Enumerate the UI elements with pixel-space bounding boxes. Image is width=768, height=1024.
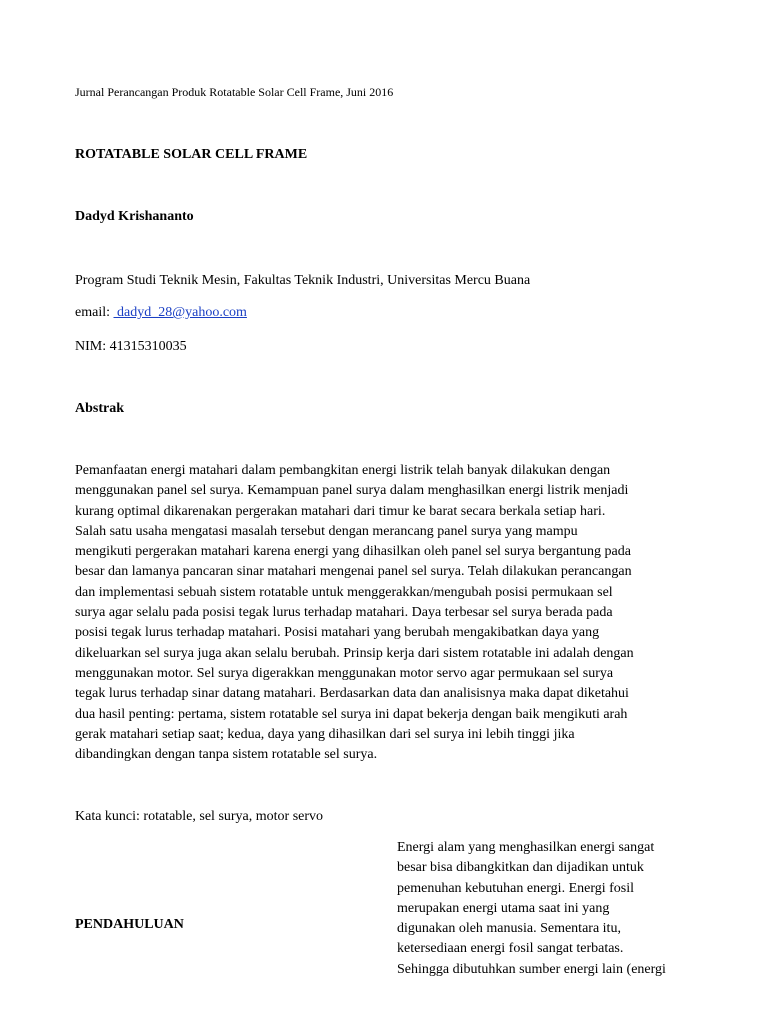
journal-header: Jurnal Perancangan Produk Rotatable Solar Cell Frame, Juni 2016	[75, 85, 394, 99]
abstract-heading: Abstrak	[75, 401, 125, 416]
author-affiliation: Program Studi Teknik Mesin, Fakultas Teknik Industri, Universitas Mercu Buana	[75, 273, 531, 288]
intro-line: digunakan oleh manusia. Sementara itu,	[397, 921, 621, 937]
section-heading-introduction: PENDAHULUAN	[75, 917, 184, 932]
abstract-line: mengikuti pergerakan matahari karena energi yang dihasilkan oleh panel sel surya bergantung pada	[75, 544, 631, 560]
abstract-line: posisi tegak lurus terhadap matahari. Posisi matahari yang berubah mengakibatkan daya yang	[75, 625, 600, 641]
intro-line: Energi alam yang menghasilkan energi sangat	[397, 840, 655, 855]
abstract-line: Salah satu usaha mengatasi masalah tersebut dengan merancang panel surya yang mampu	[75, 523, 578, 539]
abstract-line: dua hasil penting: pertama, sistem rotatable sel surya ini dapat bekerja dengan baik mengikuti arah	[75, 706, 628, 722]
author-name: Dadyd Krishananto	[75, 209, 194, 224]
abstract-line: gerak matahari setiap saat; kedua, daya yang dihasilkan dari sel surya ini lebih tinggi jika	[75, 726, 575, 742]
intro-line: ketersediaan energi fosil sangat terbatas.	[397, 941, 624, 957]
paper-title: ROTATABLE SOLAR CELL FRAME	[75, 147, 308, 162]
introduction-column	[397, 838, 666, 980]
student-id: NIM: 41315310035	[75, 339, 187, 354]
abstract-line: menggunakan panel sel surya. Kemampuan panel surya dalam menghasilkan energi listrik menjadi	[75, 483, 629, 499]
intro-line: merupakan energi utama saat ini yang	[397, 900, 610, 916]
abstract-line: menggunakan motor. Sel surya digerakkan menggunakan motor servo agar permukaan sel surya	[75, 665, 614, 681]
abstract-line: Pemanfaatan energi matahari dalam pembangkitan energi listrik telah banyak dilakukan dengan	[75, 463, 611, 478]
abstract-body	[75, 461, 634, 765]
intro-line: besar bisa dibangkitkan dan dijadikan untuk	[397, 860, 644, 876]
intro-line: pemenuhan kebutuhan energi. Energi fosil	[397, 880, 635, 896]
abstract-line: dibandingkan dengan tanpa sistem rotatable sel surya.	[75, 747, 378, 763]
email-line	[75, 304, 247, 322]
abstract-line: tegak lurus terhadap sinar datang matahari. Berdasarkan data dan analisisnya maka dapat diketahui	[75, 686, 629, 702]
abstract-line: kurang optimal dikarenakan pergerakan matahari dari timur ke barat secara berkala setiap hari.	[75, 503, 606, 519]
email-label: email:	[75, 305, 114, 320]
abstract-line: surya agar selalu pada posisi tegak lurus terhadap matahari. Daya terbesar sel surya berada pada	[75, 605, 613, 621]
intro-line: Sehingga dibutuhkan sumber energi lain (energi	[397, 961, 666, 977]
email-link[interactable]: dadyd_28@yahoo.com	[113, 305, 247, 320]
keywords: Kata kunci: rotatable, sel surya, motor servo	[75, 809, 324, 824]
abstract-line: dikeluarkan sel surya juga akan selalu berubah. Prinsip kerja dari sistem rotatable ini adalah dengan	[75, 645, 634, 661]
abstract-line: dan implementasi sebuah sistem rotatable untuk menggerakkan/mengubah posisi permukaan sel	[75, 584, 613, 600]
abstract-line: besar dan lamanya pancaran sinar matahari mengenai panel sel surya. Telah dilakukan perancangan	[75, 564, 632, 580]
